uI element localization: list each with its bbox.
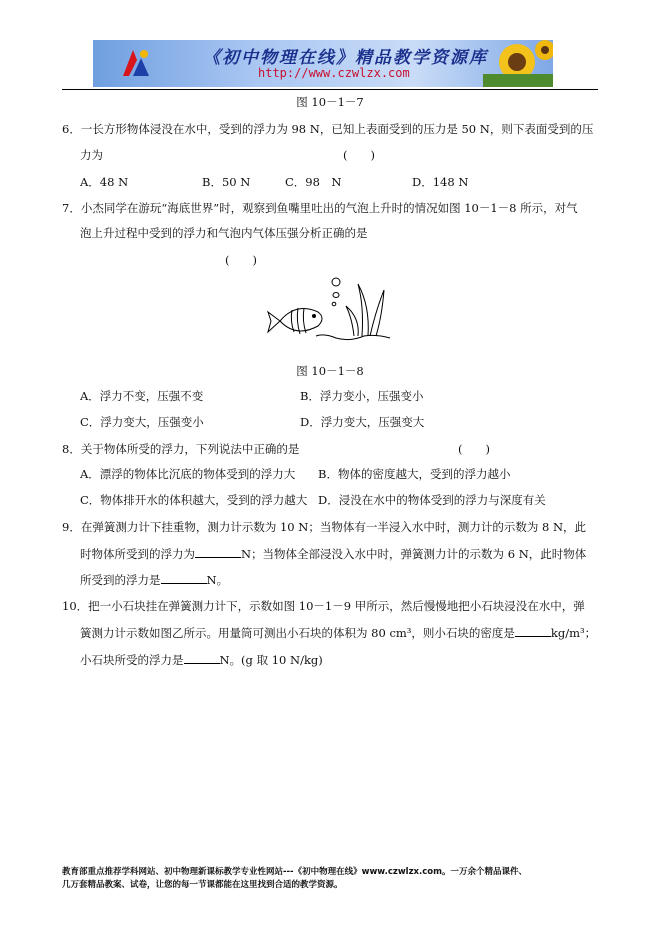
fish-bubbles-figure — [266, 276, 396, 358]
question-8-answer-paren: ( ) — [458, 442, 490, 456]
page-footer — [62, 866, 602, 892]
question-10-line-2-text-a: 簧测力计示数如图乙所示。用量筒可测出小石块的体积为 80 cm³，则小石块的密度是 — [80, 626, 515, 640]
question-6-option-d: D．148 N — [412, 175, 469, 189]
question-7-option-b: B．浮力变小，压强变小 — [300, 389, 424, 403]
question-7-option-a: A．浮力不变，压强不变 — [80, 389, 204, 403]
question-8-option-d: D．浸没在水中的物体受到的浮力与深度有关 — [318, 493, 546, 507]
header-divider — [62, 89, 598, 90]
question-7-option-d: D．浮力变大，压强变大 — [300, 415, 425, 429]
question-6-line-2: 力为 — [80, 148, 103, 162]
question-10-line-3-text-a: 小石块所受的浮力是 — [80, 653, 184, 667]
question-8-option-a: A．漂浮的物体比沉底的物体受到的浮力大 — [80, 467, 296, 481]
footer-line-1: 教育部重点推荐学科网站、初中物理新课标教学专业性网站---《初中物理在线》www.czwlzx.com。一万余个精品课件、 — [62, 867, 527, 877]
answer-blank-4[interactable] — [184, 652, 220, 664]
question-7-line-2: 泡上升过程中受到的浮力和气泡内气体压强分析正确的是 — [80, 226, 368, 240]
question-10-line-2-text-b: kg/m³； — [550, 626, 597, 640]
answer-blank-2[interactable] — [161, 572, 207, 584]
question-10-line-2 — [80, 625, 596, 640]
question-7-answer-paren: ( ) — [225, 253, 257, 267]
question-6-option-b: B．50 N — [202, 175, 251, 189]
question-7-line-1: 7．小杰同学在游玩“海底世界”时，观察到鱼嘴里吐出的气泡上升时的情况如图 10－1－8 所示，对气 — [62, 201, 578, 215]
question-9-line-2-text-b: N；当物体全部浸没入水中时，弹簧测力计的示数为 6 N，此时物体 — [241, 547, 587, 561]
question-8-line-1: 8．关于物体所受的浮力，下列说法中正确的是 — [62, 442, 300, 456]
footer-line-2: 几万套精品教案、试卷，让您的每一节课都能在这里找到合适的教学资源。 — [62, 880, 343, 890]
logo-icon — [119, 46, 153, 80]
question-7-option-c: C．浮力变大，压强变小 — [80, 415, 204, 429]
sunflower-icon — [483, 40, 553, 87]
figure-caption-10-1-8: 图 10－1－8 — [296, 364, 364, 378]
question-8-option-b: B．物体的密度越大，受到的浮力越小 — [318, 467, 511, 481]
question-9-line-3-text-a: 所受到的浮力是 — [80, 573, 161, 587]
question-9-line-3-text-b: N。 — [206, 573, 229, 587]
question-10-line-1: 10．把一小石块挂在弹簧测力计下，示数如图 10－1－9 甲所示，然后慢慢地把小石块浸没在水中，弹 — [62, 599, 585, 613]
question-6-option-c: C．98 N — [285, 175, 342, 189]
question-8-option-c: C．物体排开水的体积越大，受到的浮力越大 — [80, 493, 308, 507]
figure-caption-10-1-7: 图 10－1－7 — [296, 95, 364, 109]
question-6-option-a: A．48 N — [80, 175, 129, 189]
banner-title: 《初中物理在线》精品教学资源库 — [203, 48, 488, 68]
banner-url[interactable]: http://www.czwlzx.com — [258, 66, 410, 80]
header-banner — [93, 40, 553, 87]
question-6-line-1: 6．一长方形物体浸没在水中，受到的浮力为 98 N，已知上表面受到的压力是 50 N，则下表面受到的压 — [62, 122, 594, 136]
question-10-line-3-text-b: N。(g 取 10 N/kg) — [219, 653, 323, 667]
question-10-line-3 — [80, 652, 323, 667]
question-9-line-1: 9．在弹簧测力计下挂重物，测力计示数为 10 N；当物体有一半浸入水中时，测力计的示数为 8 N，此 — [62, 520, 587, 534]
question-9-line-2 — [80, 546, 586, 561]
question-9-line-2-text-a: 时物体所受到的浮力为 — [80, 547, 195, 561]
answer-blank-1[interactable] — [195, 546, 241, 558]
question-9-line-3 — [80, 572, 228, 587]
answer-blank-3[interactable] — [515, 625, 551, 637]
question-6-answer-paren: ( ) — [343, 148, 375, 162]
